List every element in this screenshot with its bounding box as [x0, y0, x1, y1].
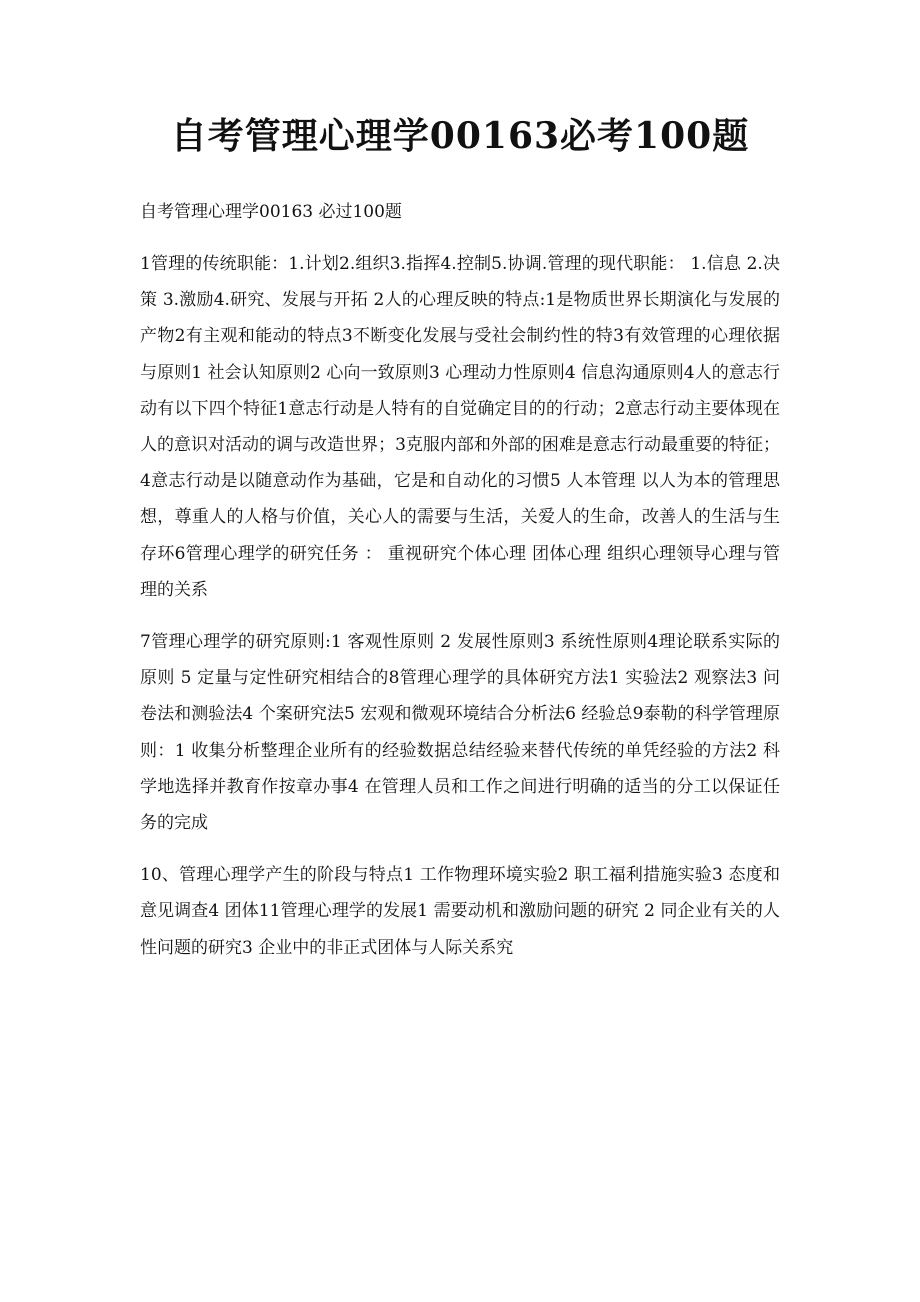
document-subtitle: 自考管理心理学00163 必过100题	[140, 202, 402, 222]
paragraph-2: 7管理心理学的研究原则:1 客观性原则 2 发展性原则3 系统性原则4理论联系实际的原则 5 定量与定性研究相结合的8管理心理学的具体研究方法1 实验法2 观察法3 问卷法和测验法4 个案研究法5 宏观和微观环境结合分析法6 经验总9泰勒的科学管理原则：1 收集分析整理企业所有的经验数据总结经验来替代传统的单凭经验的方法2 科学地选择并教育作按章办事4 在管理人员和工作之间进行明确的适当的分工以保证任务的完成	[140, 632, 780, 834]
paragraph-1: 1管理的传统职能：1.计划2.组织3.指挥4.控制5.协调.管理的现代职能： 1.信息 2.决策 3.激励4.研究、发展与开拓 2人的心理反映的特点:1是物质世界长期演化与发展的产物2有主观和能动的特点3不断变化发展与受社会制约性的特3有效管理的心理依据与原则1 社会认知原则2 心向一致原则3 心理动力性原则4 信息沟通原则4人的意志行动有以下四个特征1意志行动是人特有的自觉确定目的的行动；2意志行动主要体现在人的意识对活动的调与改造世界；3克服内部和外部的困难是意志行动最重要的特征；4意志行动是以随意动作为基础，它是和自动化的习惯5 人本管理 以人为本的管理思想，尊重人的人格与价值，关心人的需要与生活，关爱人的生命，改善人的生活与生存环6管理心理学的研究任务 ： 重视研究个体心理 团体心理 组织心理领导心理与管理的关系	[140, 254, 780, 600]
document-title: 自考管理心理学00163必考100题	[170, 115, 750, 157]
paragraph-3: 10、管理心理学产生的阶段与特点1 工作物理环境实验2 职工福利措施实验3 态度和意见调查4 团体11管理心理学的发展1 需要动机和激励问题的研究 2 同企业有关的人性问题的研究3 企业中的非正式团体与人际关系究	[140, 865, 780, 958]
